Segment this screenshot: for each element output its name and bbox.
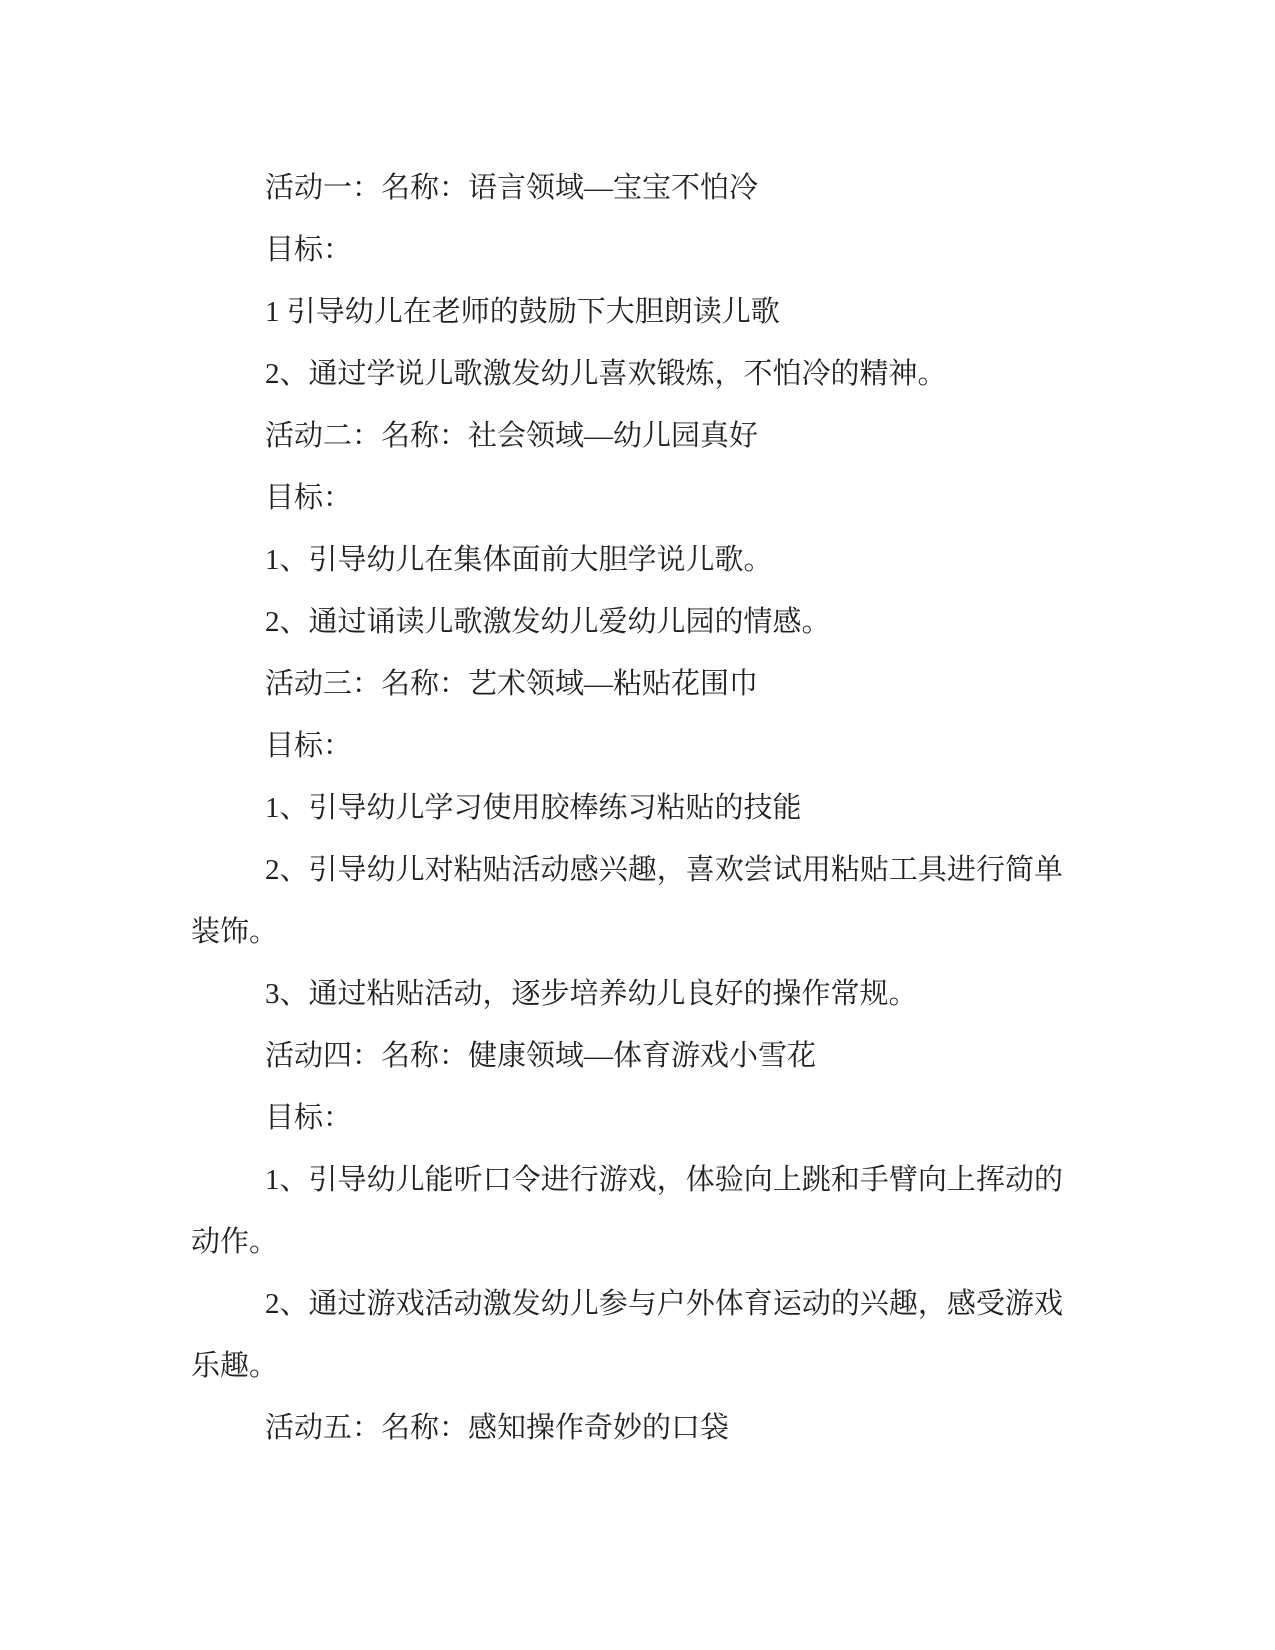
text-line: 动作。 — [191, 1226, 279, 1258]
text-line: 装饰。 — [191, 916, 279, 948]
text-line: 1、引导幼儿学习使用胶棒练习粘贴的技能 — [265, 792, 802, 824]
text-line: 活动二：名称：社会领域—幼儿园真好 — [265, 420, 759, 452]
text-line: 2、通过游戏活动激发幼儿参与户外体育运动的兴趣，感受游戏 — [265, 1288, 1063, 1320]
text-line: 2、通过学说儿歌激发幼儿喜欢锻炼，不怕冷的精神。 — [265, 358, 947, 390]
text-line: 1、引导幼儿能听口令进行游戏，体验向上跳和手臂向上挥动的 — [265, 1164, 1063, 1196]
text-line: 活动三：名称：艺术领域—粘贴花围巾 — [265, 668, 759, 700]
text-line: 3、通过粘贴活动，逐步培养幼儿良好的操作常规。 — [265, 978, 918, 1010]
text-line: 乐趣。 — [191, 1350, 279, 1382]
text-line: 活动五：名称：感知操作奇妙的口袋 — [265, 1412, 730, 1444]
text-line: 2、通过诵读儿歌激发幼儿爱幼儿园的情感。 — [265, 606, 831, 638]
text-line: 目标： — [265, 730, 353, 762]
text-line: 2、引导幼儿对粘贴活动感兴趣，喜欢尝试用粘贴工具进行简单 — [265, 854, 1063, 886]
text-line: 1、引导幼儿在集体面前大胆学说儿歌。 — [265, 544, 773, 576]
text-line: 活动一：名称：语言领域—宝宝不怕冷 — [265, 172, 759, 204]
text-block — [191, 157, 1063, 1459]
text-line: 1 引导幼儿在老师的鼓励下大胆朗读儿歌 — [265, 296, 780, 328]
text-line: 目标： — [265, 1102, 353, 1134]
text-line: 目标： — [265, 482, 353, 514]
text-line: 活动四：名称：健康领域—体育游戏小雪花 — [265, 1040, 817, 1072]
text-line: 目标： — [265, 234, 353, 266]
